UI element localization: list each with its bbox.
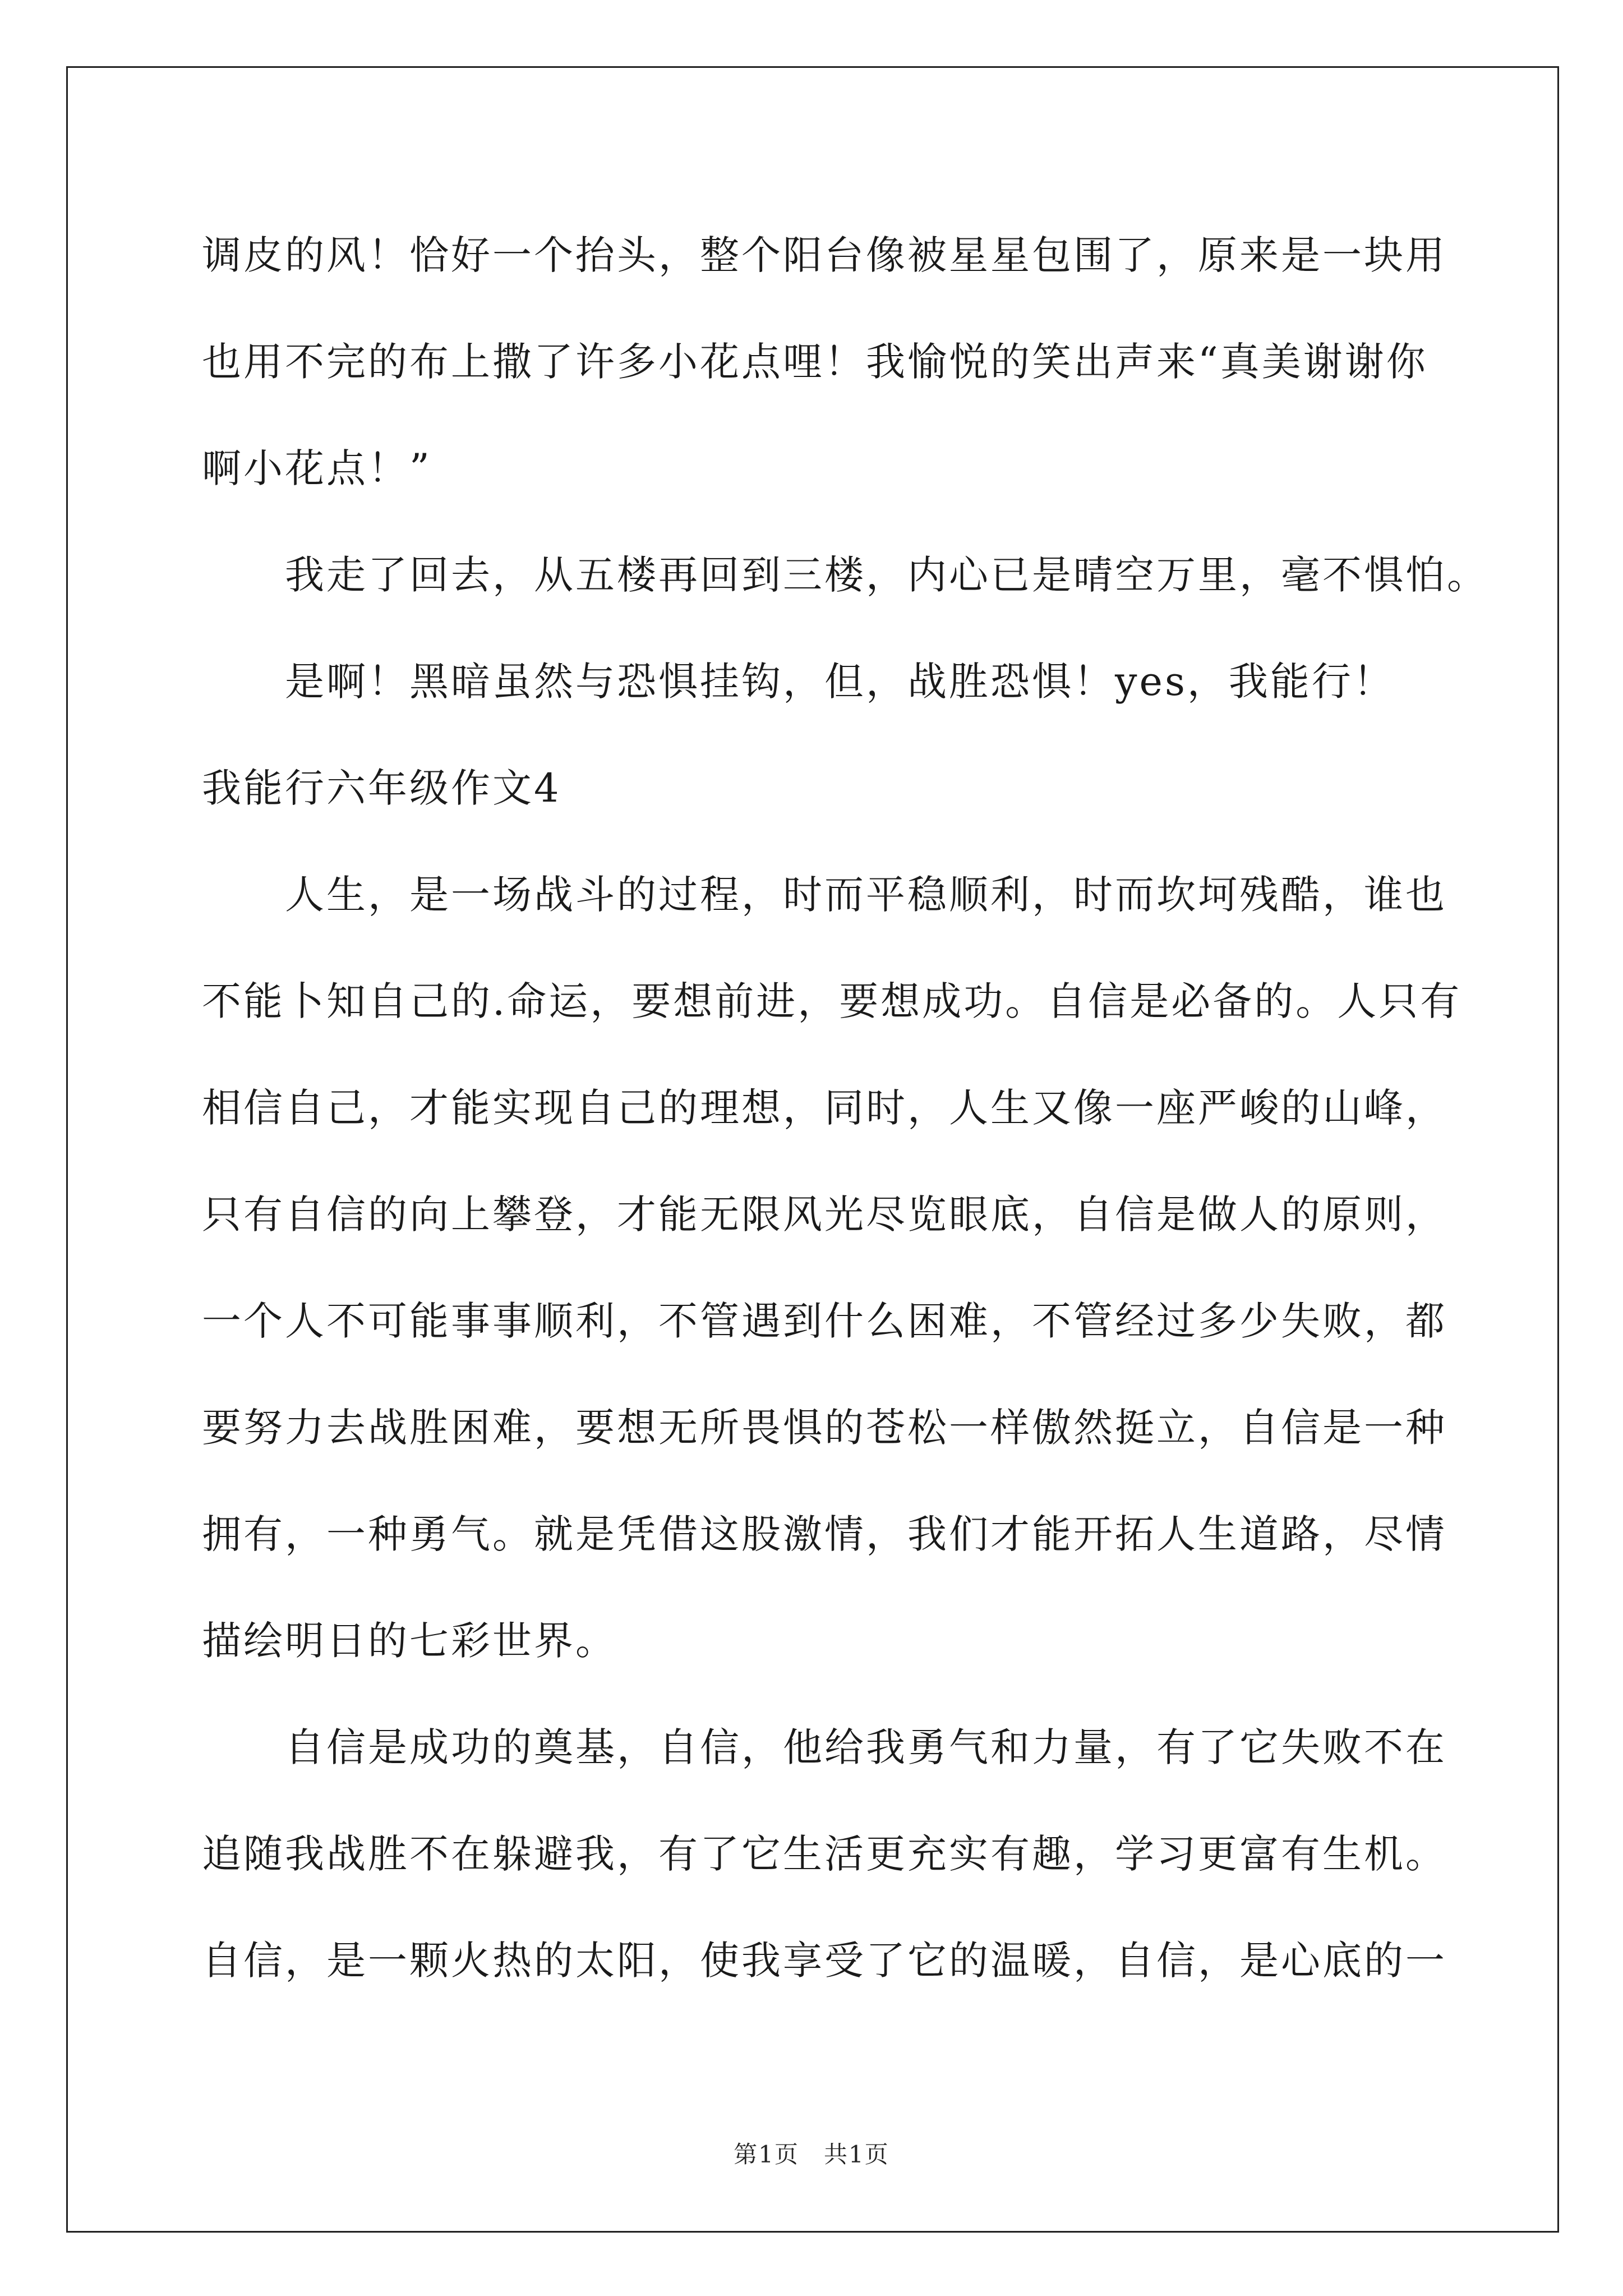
text-line: 啊小花点！” <box>202 445 432 491</box>
text-line: 不能卜知自己的.命运，要想前进，要想成功。自信是必备的。人只有 <box>202 978 1462 1024</box>
text-line: 是啊！黑暗虽然与恐惧挂钩，但，战胜恐惧！yes，我能行！ <box>202 659 1395 705</box>
text-line: 也用不完的布上撒了许多小花点哩！我愉悦的笑出声来“真美谢谢你 <box>202 339 1428 385</box>
page-border <box>66 66 1559 2233</box>
text-line: 拥有，一种勇气。就是凭借这股激情，我们才能开拓人生道路，尽情 <box>202 1511 1447 1557</box>
text-line: 描绘明日的七彩世界。 <box>202 1618 617 1664</box>
text-line: 调皮的风！恰好一个抬头，整个阳台像被星星包围了，原来是一块用 <box>202 232 1447 278</box>
page-footer: 第1页 共1页 <box>734 2141 889 2168</box>
text-line: 自信，是一颗火热的太阳，使我享受了它的温暖，自信，是心底的一 <box>202 1938 1447 1984</box>
text-line: 只有自信的向上攀登，才能无限风光尽览眼底，自信是做人的原则， <box>202 1191 1447 1237</box>
text-line: 相信自己，才能实现自己的理想，同时，人生又像一座严峻的山峰， <box>202 1085 1447 1131</box>
text-line: 我走了回去，从五楼再回到三楼，内心已是晴空万里，毫不惧怕。 <box>202 552 1488 598</box>
text-line: 人生，是一场战斗的过程，时而平稳顺利，时而坎坷残酷，谁也 <box>202 872 1447 918</box>
section-heading: 我能行六年级作文4 <box>202 765 561 811</box>
text-line: 自信是成功的奠基，自信，他给我勇气和力量，有了它失败不在 <box>202 1724 1447 1770</box>
text-line: 一个人不可能事事顺利，不管遇到什么困难，不管经过多少失败，都 <box>202 1298 1447 1344</box>
text-line: 要努力去战胜困难，要想无所畏惧的苍松一样傲然挺立，自信是一种 <box>202 1405 1447 1451</box>
text-line: 追随我战胜不在躲避我，有了它生活更充实有趣，学习更富有生机。 <box>202 1831 1447 1877</box>
